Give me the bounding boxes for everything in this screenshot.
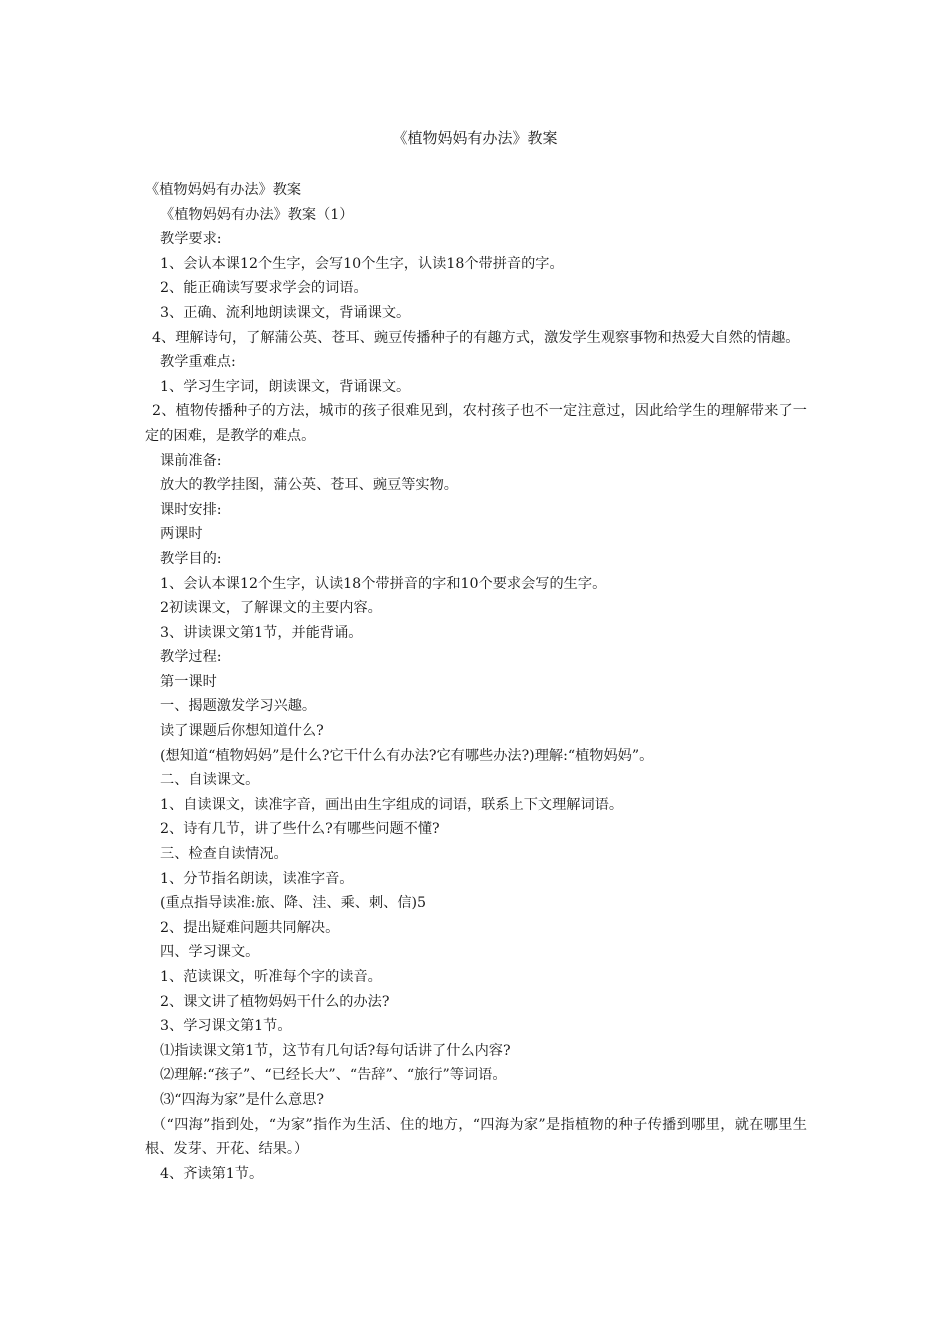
body-line: 第一课时: [160, 673, 217, 690]
body-line: 1、自读课文，读准字音，画出由生字组成的词语，联系上下文理解词语。: [160, 796, 624, 813]
body-line: 一、揭题激发学习兴趣。: [160, 698, 317, 715]
body-line: ⑶“四海为家”是什么意思?: [160, 1091, 324, 1108]
body-line: 两课时: [160, 526, 203, 543]
body-line: 1、会认本课12个生字，认读18个带拼音的字和10个要求会写的生字。: [160, 575, 607, 592]
body-line: 1、范读课文，听准每个字的读音。: [160, 969, 382, 985]
body-line: 2、课文讲了植物妈妈干什么的办法?: [160, 993, 390, 1010]
body-line: 4、理解诗句，了解蒲公英、苍耳、豌豆传播种子的有趣方式，激发学生观察事物和热爱大自然的情趣。: [152, 329, 800, 346]
body-line: ⑵理解:“孩子”、“已经长大”、“告辞”、“旅行”等词语。: [160, 1067, 507, 1084]
body-line: 教学过程:: [160, 649, 222, 666]
body-line: 1、会认本课12个生字，会写10个生字，认读18个带拼音的字。: [160, 255, 564, 272]
body-line: 《植物妈妈有办法》教案（1）: [160, 206, 354, 223]
body-line: ⑴指读课文第1节，这节有几句话?每句话讲了什么内容?: [160, 1042, 511, 1059]
body-line: （“四海”指到处，“为家”指作为生活、住的地方，“四海为家”是指植物的种子传播到哪里，就在哪里生根、发芽、开花、结果。）: [145, 1116, 807, 1158]
body-line: 《植物妈妈有办法》教案: [145, 182, 302, 198]
body-line: 3、正确、流利地朗读课文，背诵课文。: [160, 304, 411, 321]
document-title: 《植物妈妈有办法》教案: [392, 129, 558, 147]
body-line: (重点指导读准:旅、降、洼、乘、刺、信)5: [160, 895, 427, 912]
body-line: 课前准备:: [160, 452, 222, 469]
body-line: 教学要求:: [160, 231, 222, 248]
body-line: 1、学习生字词，朗读课文，背诵课文。: [160, 378, 411, 395]
body-line: 四、学习课文。: [160, 944, 260, 961]
body-line: 3、学习课文第1节。: [160, 1018, 292, 1035]
body-line: 2、植物传播种子的方法，城市的孩子很难见到，农村孩子也不一定注意过，因此给学生的理解带来了一定的困难，是教学的难点。: [145, 403, 807, 444]
body-line: 三、检查自读情况。: [160, 846, 288, 863]
body-line: 2初读课文，了解课文的主要内容。: [160, 600, 382, 617]
body-line: 放大的教学挂图，蒲公英、苍耳、豌豆等实物。: [160, 477, 458, 494]
document-body: [145, 178, 807, 1186]
body-line: 读了课题后你想知道什么?: [160, 723, 324, 740]
body-line: 二、自读课文。: [160, 772, 260, 789]
body-line: 2、提出疑难问题共同解决。: [160, 919, 340, 936]
body-line: 课时安排:: [160, 501, 222, 518]
body-line: 教学目的:: [160, 550, 222, 567]
body-line: 1、分节指名朗读，读准字音。: [160, 870, 354, 887]
body-line: 2、能正确读写要求学会的词语。: [160, 280, 368, 297]
body-line: 4、齐读第1节。: [160, 1165, 264, 1182]
body-line: 教学重难点:: [160, 354, 236, 371]
body-line: 2、诗有几节，讲了些什么?有哪些问题不懂?: [160, 821, 440, 838]
body-line: (想知道“植物妈妈”是什么?它干什么有办法?它有哪些办法?)理解:“植物妈妈”。: [160, 747, 654, 764]
body-line: 3、讲读课文第1节，并能背诵。: [160, 624, 363, 641]
